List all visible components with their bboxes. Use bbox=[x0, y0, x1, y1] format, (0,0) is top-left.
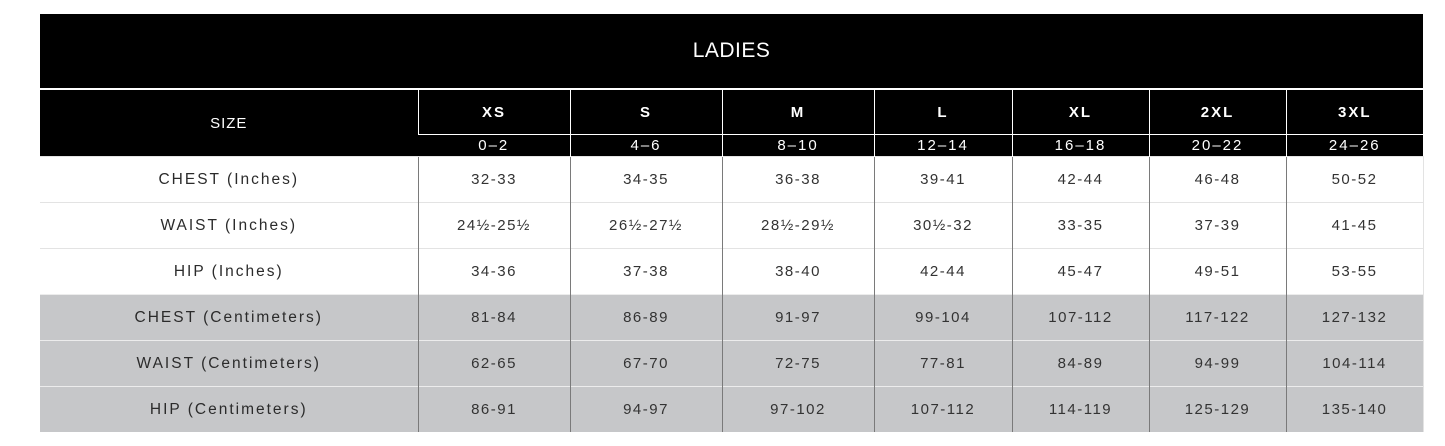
table-row bbox=[40, 295, 1423, 341]
size-column-header: SIZE bbox=[40, 89, 418, 157]
table-cell: 125-129 bbox=[1149, 387, 1286, 433]
numeric-size-s: 4–6 bbox=[570, 135, 722, 157]
size-header-s: S bbox=[570, 89, 722, 135]
row-label: WAIST (Centimeters) bbox=[40, 341, 418, 387]
size-header-l: L bbox=[874, 89, 1012, 135]
table-cell: 86-89 bbox=[570, 295, 722, 341]
table-cell: 50-52 bbox=[1286, 157, 1423, 203]
table-cell: 26½-27½ bbox=[570, 203, 722, 249]
table-cell: 77-81 bbox=[874, 341, 1012, 387]
numeric-size-m: 8–10 bbox=[722, 135, 874, 157]
table-cell: 24½-25½ bbox=[418, 203, 570, 249]
table-cell: 117-122 bbox=[1149, 295, 1286, 341]
table-cell: 99-104 bbox=[874, 295, 1012, 341]
table-cell: 53-55 bbox=[1286, 249, 1423, 295]
table-cell: 41-45 bbox=[1286, 203, 1423, 249]
table-cell: 72-75 bbox=[722, 341, 874, 387]
table-cell: 45-47 bbox=[1012, 249, 1149, 295]
table-cell: 86-91 bbox=[418, 387, 570, 433]
numeric-size-2xl: 20–22 bbox=[1149, 135, 1286, 157]
table-row bbox=[40, 387, 1423, 433]
size-header-xl: XL bbox=[1012, 89, 1149, 135]
table-cell: 49-51 bbox=[1149, 249, 1286, 295]
table-cell: 81-84 bbox=[418, 295, 570, 341]
row-label: HIP (Inches) bbox=[40, 249, 418, 295]
row-label: WAIST (Inches) bbox=[40, 203, 418, 249]
table-cell: 32-33 bbox=[418, 157, 570, 203]
size-header-m: M bbox=[722, 89, 874, 135]
title-row bbox=[40, 14, 1423, 89]
numeric-size-3xl: 24–26 bbox=[1286, 135, 1423, 157]
table-cell: 62-65 bbox=[418, 341, 570, 387]
table-cell: 104-114 bbox=[1286, 341, 1423, 387]
table-cell: 33-35 bbox=[1012, 203, 1149, 249]
table-cell: 114-119 bbox=[1012, 387, 1149, 433]
table-cell: 42-44 bbox=[874, 249, 1012, 295]
table-cell: 36-38 bbox=[722, 157, 874, 203]
size-chart-table bbox=[40, 14, 1424, 432]
table-cell: 135-140 bbox=[1286, 387, 1423, 433]
table-cell: 107-112 bbox=[874, 387, 1012, 433]
table-cell: 46-48 bbox=[1149, 157, 1286, 203]
row-label: HIP (Centimeters) bbox=[40, 387, 418, 433]
table-cell: 37-39 bbox=[1149, 203, 1286, 249]
size-header-2xl: 2XL bbox=[1149, 89, 1286, 135]
numeric-size-xs: 0–2 bbox=[418, 135, 570, 157]
table-row bbox=[40, 157, 1423, 203]
size-chart bbox=[40, 14, 1423, 432]
table-cell: 28½-29½ bbox=[722, 203, 874, 249]
table-cell: 42-44 bbox=[1012, 157, 1149, 203]
size-header-3xl: 3XL bbox=[1286, 89, 1423, 135]
table-cell: 37-38 bbox=[570, 249, 722, 295]
table-cell: 30½-32 bbox=[874, 203, 1012, 249]
row-label: CHEST (Inches) bbox=[40, 157, 418, 203]
table-cell: 97-102 bbox=[722, 387, 874, 433]
numeric-size-xl: 16–18 bbox=[1012, 135, 1149, 157]
table-cell: 34-36 bbox=[418, 249, 570, 295]
table-cell: 84-89 bbox=[1012, 341, 1149, 387]
size-header-xs: XS bbox=[418, 89, 570, 135]
size-header-row bbox=[40, 89, 1423, 135]
table-cell: 107-112 bbox=[1012, 295, 1149, 341]
table-row bbox=[40, 341, 1423, 387]
table-cell: 94-99 bbox=[1149, 341, 1286, 387]
row-label: CHEST (Centimeters) bbox=[40, 295, 418, 341]
table-row bbox=[40, 249, 1423, 295]
table-cell: 67-70 bbox=[570, 341, 722, 387]
chart-title: LADIES bbox=[40, 14, 1423, 89]
numeric-size-l: 12–14 bbox=[874, 135, 1012, 157]
table-cell: 127-132 bbox=[1286, 295, 1423, 341]
table-cell: 94-97 bbox=[570, 387, 722, 433]
table-cell: 39-41 bbox=[874, 157, 1012, 203]
table-cell: 91-97 bbox=[722, 295, 874, 341]
table-cell: 38-40 bbox=[722, 249, 874, 295]
table-row bbox=[40, 203, 1423, 249]
table-cell: 34-35 bbox=[570, 157, 722, 203]
